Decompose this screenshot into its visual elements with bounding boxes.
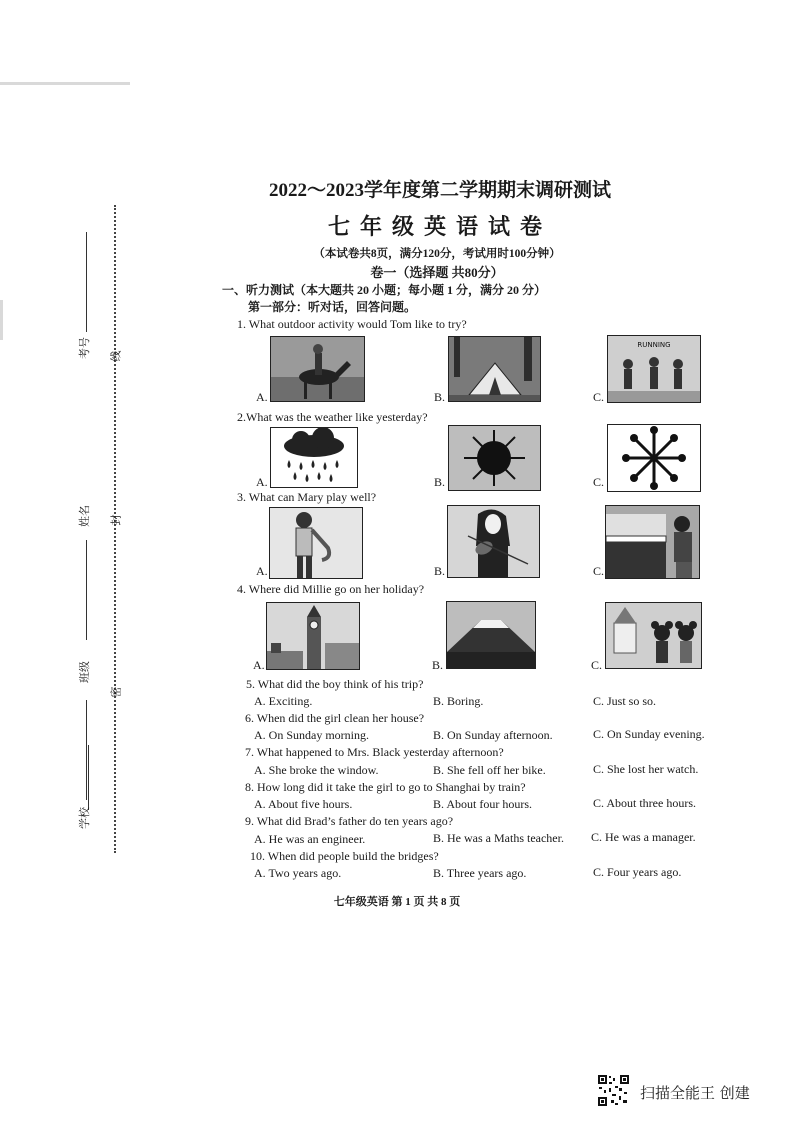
option-c: C. On Sunday evening. (593, 727, 705, 741)
option-a: A. He was an engineer. (254, 832, 366, 846)
poster-text: RUNNING (637, 341, 671, 349)
option-label: C. (591, 658, 603, 672)
school-line (88, 745, 89, 810)
question-3: 3. What can Mary play well? (237, 490, 377, 504)
option-label: A. (253, 658, 265, 672)
piano-player-photo (605, 505, 700, 579)
camping-tent-photo (448, 336, 541, 402)
option-c: C. Just so so. (593, 694, 657, 708)
option-label: A. (256, 475, 268, 489)
option-b: B. He was a Maths teacher. (433, 831, 564, 845)
option-label: C. (593, 390, 605, 404)
scan-mark (0, 82, 130, 85)
question-4: 4. Where did Millie go on her holiday? (237, 582, 425, 596)
disneyland-photo (605, 602, 702, 669)
question-6: 6. When did the girl clean her house? (245, 711, 425, 725)
rainy-cloud-icon (270, 427, 358, 488)
exam-note: （本试卷共8页，满分120分，考试用时100分钟） (313, 248, 561, 260)
seal-line-mark: 线 (110, 350, 123, 362)
question-1: 1. What outdoor activity would Tom like to try? (237, 317, 467, 331)
option-label: C. (593, 564, 605, 578)
big-ben-photo (266, 602, 360, 670)
option-c: C. About three hours. (593, 796, 696, 810)
name-line (86, 540, 87, 640)
class-label: 班级 (79, 661, 91, 683)
part-heading: 第一部分：听对话，回答问题。 (248, 300, 417, 314)
question-5: 5. What did the boy think of his trip? (246, 677, 424, 691)
mount-fuji-photo (446, 601, 536, 669)
seal-dotted-line (114, 205, 116, 853)
option-a: A. She broke the window. (254, 763, 379, 777)
exam-title: 2022～2023学年度第二学期期末调研测试 (268, 180, 611, 201)
question-8: 8. How long did it take the girl to go to Shanghai by train? (245, 780, 526, 794)
school-label: 学校 (79, 807, 91, 829)
seal-feng-mark: 封 (110, 514, 123, 526)
question-10: 10. When did people build the bridges? (250, 849, 439, 863)
option-label: B. (432, 658, 444, 672)
paper-title: 卷一（选择题 共80分） (370, 265, 504, 280)
option-label: B. (434, 564, 446, 578)
option-label: B. (434, 390, 446, 404)
violin-player-photo (447, 505, 540, 578)
section-heading: 一、听力测试（本大题共 20 小题；每小题 1 分，满分 20 分） (222, 283, 547, 297)
question-2: 2.What was the weather like yesterday? (237, 410, 428, 424)
scan-mark (0, 300, 3, 340)
option-b: B. About four hours. (433, 797, 532, 811)
option-label: A. (256, 390, 268, 404)
subject-title: 七年级英语试卷 (327, 215, 552, 240)
option-c: C. He was a manager. (591, 830, 696, 844)
option-a: A. About five hours. (254, 797, 353, 811)
horse-riding-photo (270, 336, 365, 402)
option-label: B. (434, 475, 446, 489)
name-label: 姓名 (79, 505, 91, 527)
option-a: A. On Sunday morning. (254, 728, 369, 742)
option-c: C. Four years ago. (593, 865, 682, 879)
exam-no-label: 考号 (79, 337, 91, 359)
seal-mi-mark: 密 (110, 686, 123, 698)
option-a: A. Two years ago. (254, 866, 342, 880)
scanner-brand-text: 扫描全能王 创建 (640, 1084, 750, 1102)
option-c: C. She lost her watch. (593, 762, 699, 776)
saxophone-player-photo (269, 507, 363, 579)
snowflake-icon (607, 424, 701, 492)
question-7: 7. What happened to Mrs. Black yesterday afternoon? (245, 745, 504, 759)
option-b: B. She fell off her bike. (433, 763, 546, 777)
class-line (86, 700, 87, 800)
question-9: 9. What did Brad’s father do ten years ago? (245, 814, 454, 828)
qr-code-icon (597, 1074, 630, 1107)
option-b: B. On Sunday afternoon. (433, 728, 553, 742)
page-footer: 七年级英语 第 1 页 共 8 页 (333, 896, 461, 908)
option-a: A. Exciting. (254, 694, 313, 708)
option-b: B. Three years ago. (433, 866, 527, 880)
option-label: C. (593, 475, 605, 489)
option-label: A. (256, 564, 268, 578)
sunny-icon (448, 425, 541, 491)
running-poster (607, 335, 701, 403)
option-b: B. Boring. (433, 694, 484, 708)
